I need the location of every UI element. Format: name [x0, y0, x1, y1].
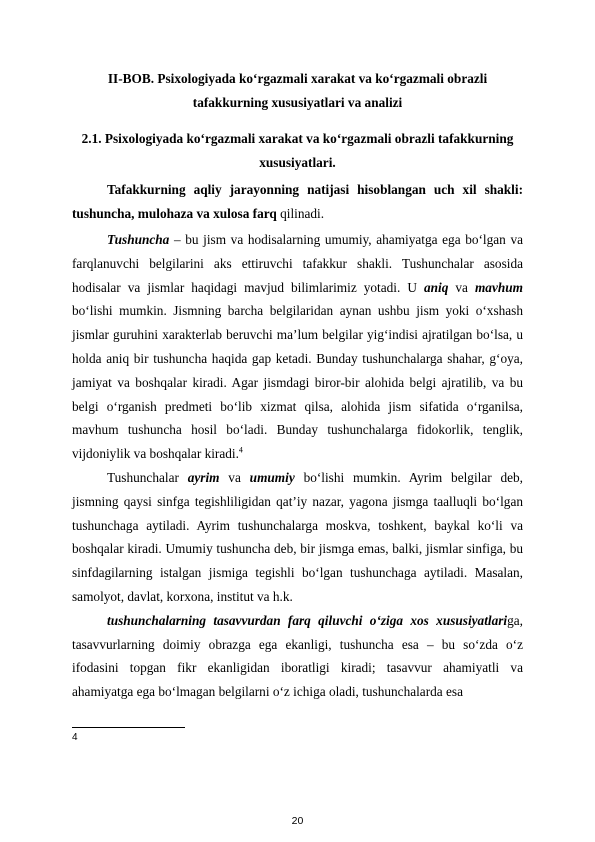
term-aniq: aniq	[423, 279, 449, 295]
term-tasavvur: tushunchalarning tasavvurdan farq qiluvchi o‘ziga xos xususiyatlari	[107, 612, 508, 628]
term-tushuncha: Tushuncha	[107, 232, 170, 247]
paragraph-text: bo‘lishi mumkin. Jismning barcha belgilaridan aynan ushbu jism yoki o‘xshash jismlar guruhini xarakterlab beruvchi ma’lum belgilar yig‘indisi ajratilgan bo‘lsa, u holda aniq bir tushuncha haqida gap ketadi. Bunday tushunchalarga shahar, g‘oya, jamiyat va boshqalar kiradi. Agar jismdagi biror-bir alohida belgi ajratilib, va bu belgi o‘rganish predmeti bo‘lib xizmat qilsa, alohida jism sifatida o‘rganilsa, mavhum tushuncha hosil bo‘ladi. Bunday tushunchalarga fidokorlik, tenglik, vijdoniylik va boshqalar kiradi.	[72, 303, 523, 462]
section-heading: 2.1. Psixologiyada ko‘rgazmali xarakat va ko‘rgazmali obrazli tafakkurning xususiyatlari.	[81, 131, 514, 170]
intro-paragraph	[72, 178, 523, 226]
footnote-number: 4	[72, 732, 78, 743]
paragraph-ayrim	[72, 466, 523, 609]
paragraph-text: ga, tasavvurlarning doimiy obrazga ega ekanligi, tushuncha esa – bu so‘zda o‘z ifodasini topgan fikr ekanligidan iboratligi kiradi; tasavvur ahamiyatli va ahamiyatga ega bo‘lmagan belgilarni o‘z ichiga oladi, tushunchalarda esa	[72, 612, 523, 700]
intro-rest-text: qilinadi.	[276, 205, 325, 221]
page-number: 20	[291, 815, 304, 827]
paragraph-text: – bu jism va hodisalarning umumiy, ahamiyatga ega bo‘lgan va farqlanuvchi belgilarini aks ettiruvchi tafakkur shakli. Tushunchalar asosida hodisalar va jismlar haqidagi mavjud bilimlarimiz yotadi. U	[72, 232, 523, 295]
term-mavhum: mavhum	[474, 279, 523, 295]
footnote-divider	[72, 727, 185, 728]
body-paragraphs	[72, 228, 523, 704]
chapter-heading: II-BOB. Psixologiyada ko‘rgazmali xarakat va ko‘rgazmali obrazli tafakkurning xususiyatlari va analizi	[107, 71, 488, 110]
paragraph-tasavvur	[72, 609, 523, 704]
term-ayrim: ayrim	[187, 469, 220, 485]
paragraph-text: bo‘lishi mumkin. Ayrim belgilar deb, jismning qaysi sinfga tegishliligidan qat’iy nazar, yagona jismga taalluqli bo‘lgan tushunchaga aytiladi. Ayrim tushunchalarga moskva, toshkent, baykal ko‘li va boshqalar kiradi. Umumiy tushuncha deb, bir jismga emas, balki, jismlar sinfiga, bu sinfdagilarning istalgan jismiga tegishli bo‘lgan tushunchaga aytiladi. Masalan, samolyot, davlat, korxona, institut va h.k.	[72, 469, 523, 604]
intro-bold-text: Tafakkurning aqliy jarayonning natijasi hisoblangan uch xil shakli: tushuncha, mulohaza va xulosa farq	[72, 182, 523, 221]
paragraph-text: va	[219, 469, 250, 485]
paragraph-text: va	[448, 279, 475, 295]
paragraph-text: Tushunchalar	[107, 469, 188, 485]
paragraph-tushuncha	[72, 228, 523, 466]
term-umumiy: umumiy	[249, 469, 295, 485]
footnote-reference[interactable]: 4	[238, 445, 243, 455]
